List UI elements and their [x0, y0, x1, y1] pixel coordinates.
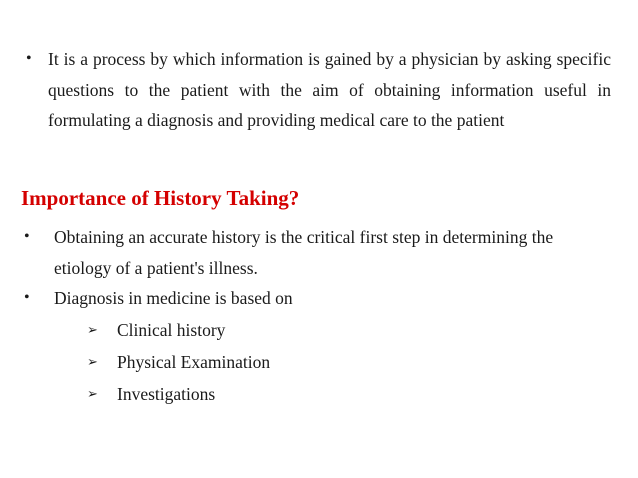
list-item: [87, 314, 270, 346]
diagnosis-basis-list: [87, 314, 270, 410]
list-item-text: Investigations: [117, 383, 216, 404]
arrowhead-bullet-icon: ➢: [87, 354, 98, 370]
list-item: [87, 346, 270, 378]
section-heading: Importance of History Taking?: [21, 186, 300, 210]
bullet-point: [24, 283, 594, 313]
bullet-icon: •: [24, 228, 30, 245]
list-item: [87, 378, 270, 410]
arrowhead-bullet-icon: ➢: [87, 322, 98, 338]
list-item-text: Physical Examination: [117, 351, 271, 372]
bullet-icon: •: [24, 289, 30, 306]
bullet-point-text: Obtaining an accurate history is the critical first step in determining the etiology of a patient's illness.: [54, 227, 554, 278]
bullet-point: [24, 222, 594, 283]
list-item-text: Clinical history: [117, 319, 226, 340]
arrowhead-bullet-icon: ➢: [87, 386, 98, 402]
intro-bullet: [26, 44, 611, 136]
intro-text: It is a process by which information is gained by a physician by asking specific questions to the patient with the aim of obtaining information useful in formulating a diagnosis and providing medical care to the patient: [48, 49, 611, 130]
bullet-icon: •: [26, 50, 32, 67]
bullet-point-text: Diagnosis in medicine is based on: [54, 288, 293, 308]
